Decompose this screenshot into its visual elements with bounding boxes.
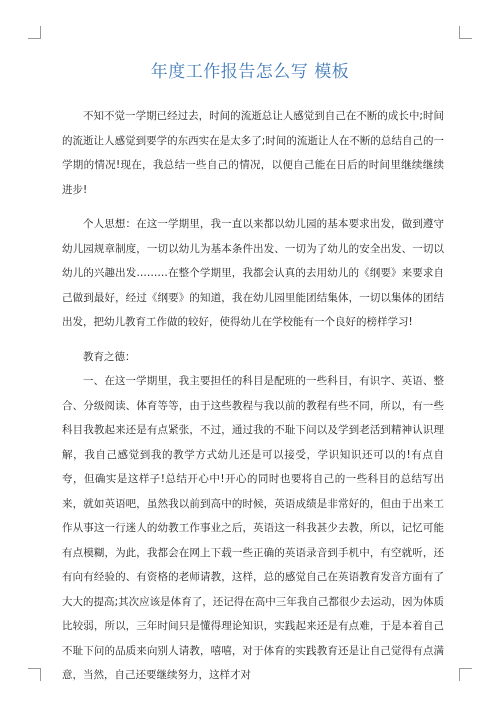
document-title: 年度工作报告怎么写 模板: [150, 62, 350, 82]
paragraph-personal-thought: 个人思想：在这一学期里，我一直以来都以幼儿园的基本要求出发，做到遵守幼儿园规章制度，一切以幼儿为基本条件出发、一切为了幼儿的安全出发、一切以幼儿的兴趣出发………在整个学期里，我都会认真的去用幼儿的《纲要》来要求自己做到最好，经过《纲要》的知道，我在幼儿园里能团结集体，一切以集体的团结出发，把幼儿教育工作做的较好，使得幼儿在学校能有一个良好的榜样学习!: [62, 218, 444, 328]
paragraph-teaching-subjects: 一、在这一学期里，我主要担任的科目是配班的一些科目，有识字、英语、整合、分级阅读、体育等等，由于这些教程与我以前的教程有些不同，所以，有一些科目我教起来还是有点紧张，不过，通过我的不耻下问以及学到老活到精神认识理解，我自己感觉到我的教学方式幼儿还是可以接受，学识知识还可以的!有点自夸，但确实是这样子!总结开心中!开心的同时也要将自己的一些科目的总结写出来，就如英语吧，虽然我以前到高中的时候，英语成绩是非常好的，但由于出来工作从事这一行迷人的幼教工作事业之后，英语这一科我甚少去教，所以，记忆可能有点模糊，为此，我都会在网上下载一些正确的英语录音到手机中，有空就听，还有向有经验的、有资格的老师请教，这样，总的感觉自己在英语教育发音方面有了大大的提高;其次应该是体育了，还记得在高中三年我自己都很少去运动，因为体质比较弱，所以，三年时间只是懂得理论知识，实践起来还是有点难，于是本着自己不耻下问的品质来向别人请教，嘻嘻，对于体育的实践教育还是让自己觉得有点满意，当然，自己还要继续努力，这样才对: [62, 375, 444, 681]
paragraph-intro: 不知不觉一学期已经过去，时间的流逝总让人感觉到自己在不断的成长中;时间的流逝让人感觉到要学的东西实在是太多了;时间的流逝让人在不断的总结自己的一学期的情况!现在，我总结一些自己的情况，以便自己能在日后的时间里继续继续进步!: [62, 110, 444, 196]
crop-mark-bottom-right: [459, 668, 472, 681]
crop-mark-top-left: [28, 26, 41, 39]
document-body: [62, 104, 444, 688]
paragraph-education-heading: 教育之德：: [83, 350, 136, 363]
crop-mark-bottom-left: [28, 668, 41, 681]
crop-mark-top-right: [459, 26, 472, 39]
